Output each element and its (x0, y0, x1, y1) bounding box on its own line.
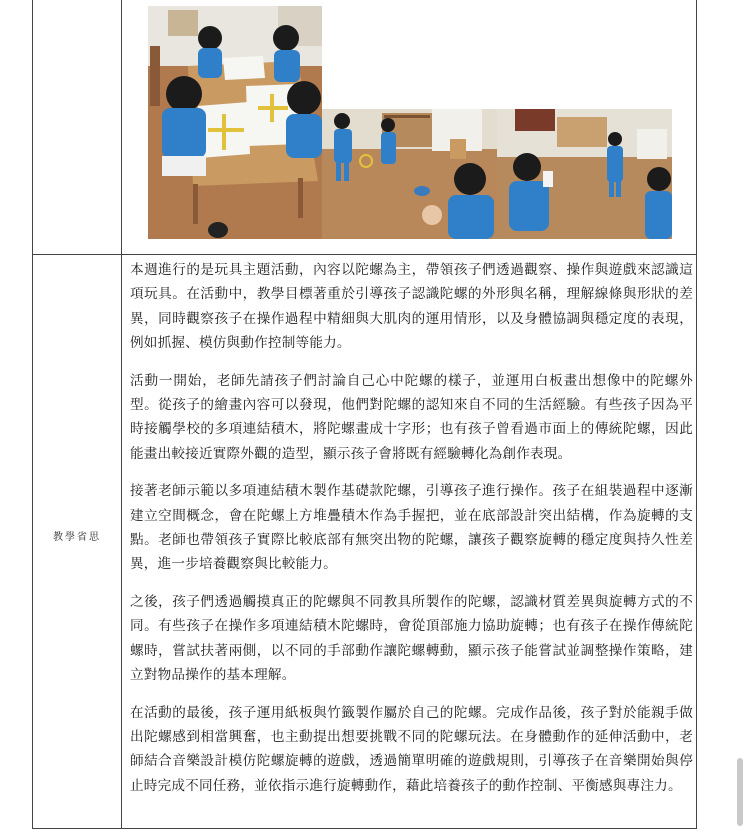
reflection-label: 教學省思 (53, 532, 101, 543)
paragraph: 之後，孩子們透過觸摸真正的陀螺與不同教具所製作的陀螺，認識材質差異與旋轉方式的不同。有些孩子在操作多項連結積木陀螺時，會從頂部施力協助旋轉；也有孩子在操作傳統陀螺時，嘗試扶著兩側，以不同的手部動作讓陀螺轉動，顯示孩子能嘗試並調整操作策略，建立對物品操作的基本理解。 (130, 593, 693, 684)
paragraph: 接著老師示範以多項連結積木製作基礎款陀螺，引導孩子進行操作。孩子在組裝過程中逐漸建立空間概念，會在陀螺上方堆疊積木作為手握把，並在底部設計突出結構，作為旋轉的支點。老師也帶領孩子實際比較底部有無突出物的陀螺，讓孩子觀察旋轉的穩定度與持久性差異，進一步培養觀察與比較能力。 (130, 483, 693, 573)
column-divider (121, 0, 122, 829)
paragraph: 活動一開始，老師先請孩子們討論自己心中陀螺的樣子，並運用白板畫出想像中的陀螺外型。從孩子的繪畫內容可以發現，他們對陀螺的認知來自不同的生活經驗。有些孩子因為平時接觸學校的多項連結積木，將陀螺畫成十字形；也有孩子曾看過市面上的傳統陀螺，因此能畫出較接近實際外觀的造型，顯示孩子會將既有經驗轉化為創作表現。 (130, 372, 693, 462)
paragraph: 在活動的最後，孩子運用紙板與竹籤製作屬於自己的陀螺。完成作品後，孩子對於能親手做出陀螺感到相當興奮，也主動提出想要挑戰不同的陀螺玩法。在身體動作的延伸活動中，老師結合音樂設計模仿陀螺旋轉的遊戲，透過簡單明確的遊戲規則，引導孩子在音樂開始與停止時完成不同任務，並依指示進行旋轉動作，藉此培養孩子的動作控制、平衡感與專注力。 (130, 704, 693, 794)
photo-children-at-table (148, 6, 322, 239)
row-divider (33, 254, 697, 255)
paragraph: 本週進行的是玩具主題活動，內容以陀螺為主，帶領孩子們透過觀察、操作與遊戲來認識這項玩具。在活動中，教學目標著重於引導孩子認識陀螺的外形與名稱，理解線條與形狀的差異，同時觀察孩子在操作過程中精細與大肌肉的運用情形，以及身體協調與穩定度的表現，例如抓握、模仿與動作控制等能力。 (130, 262, 693, 352)
photo-classroom-spinning (322, 109, 497, 239)
reflection-table (32, 0, 697, 829)
photo-bottle-spinning (497, 109, 672, 239)
reflection-text (130, 258, 693, 811)
scrollbar-thumb[interactable] (737, 758, 743, 826)
